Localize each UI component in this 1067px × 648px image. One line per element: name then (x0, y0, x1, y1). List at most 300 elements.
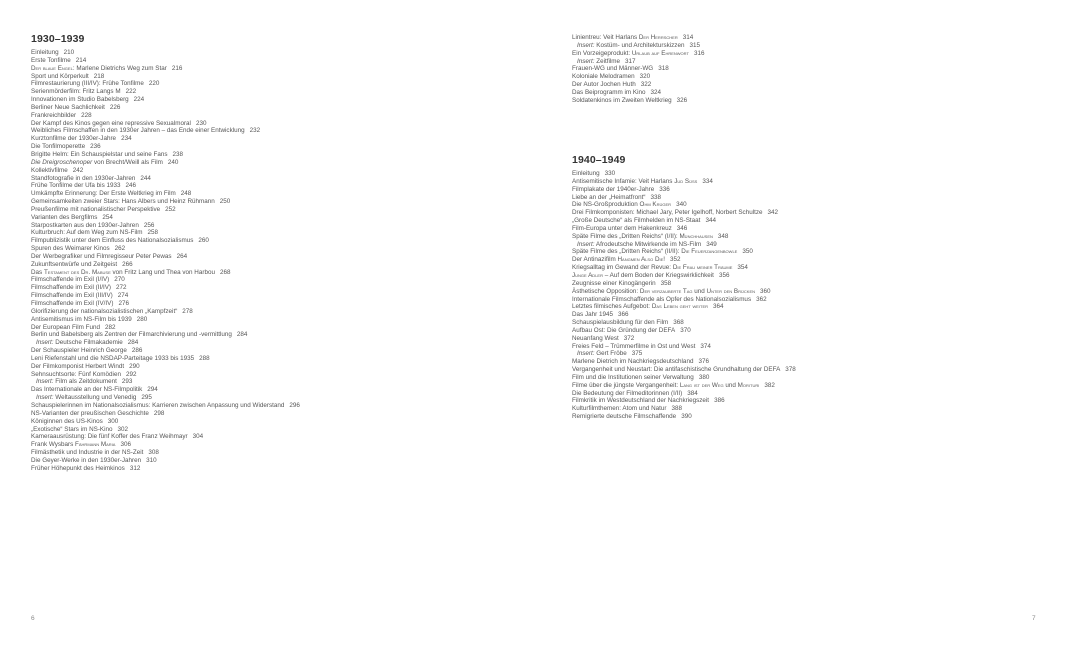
entry-text: Frauen-WG und Männer-WG (572, 65, 654, 73)
toc-entry (31, 426, 511, 434)
toc-continuation (572, 34, 1052, 105)
entry-text: Filme über die jüngste Vergangenheit: (572, 381, 680, 389)
toc-entry (572, 81, 1052, 89)
entry-page-number: 290 (129, 362, 140, 370)
toc-entry (31, 386, 511, 394)
entry-page-number: 298 (153, 409, 165, 417)
toc-insert-entry (572, 350, 1052, 358)
toc-entry (31, 120, 511, 128)
entry-text: Der Antinazifilm (572, 256, 618, 264)
entry-page-number: 296 (289, 401, 300, 409)
toc-entry-list (572, 170, 1052, 421)
entry-text: Spuren des Weimarer Kinos (31, 245, 110, 253)
entry-page-number: 230 (195, 119, 207, 127)
film-title: Der Herrscher (638, 34, 678, 41)
entry-page-number: 388 (671, 405, 683, 413)
toc-entry (572, 65, 1052, 73)
toc-entry-list (572, 34, 1052, 105)
entry-page-number: 226 (109, 103, 121, 111)
toc-entry (31, 269, 511, 277)
entry-text: Ästhetische Opposition: (572, 287, 640, 295)
entry-text: Filmrestaurierung (III/IV): Frühe Tonfilme (31, 80, 144, 88)
film-title: Jud Süß (674, 177, 698, 185)
entry-text: Varianten des Bergfilms (31, 213, 98, 221)
entry-page-number: 258 (147, 229, 159, 237)
entry-page-number: 246 (125, 182, 137, 190)
entry-page-number: 380 (698, 373, 710, 381)
entry-page-number: 308 (148, 449, 159, 457)
entry-text: Serienmörderfilm: Fritz Langs M (31, 88, 121, 96)
entry-text: Kurztonfilme der 1930er-Jahre (31, 135, 117, 143)
entry-page-number: 378 (785, 366, 796, 374)
entry-text: Früher Höhepunkt des Heimkinos (31, 464, 125, 472)
toc-entry (31, 167, 511, 175)
toc-entry (31, 206, 511, 214)
entry-text: : Marlene Dietrichs Weg zum Star (72, 64, 167, 72)
film-title: Der verzauberte Tag (639, 287, 693, 295)
entry-page-number: 349 (706, 240, 717, 248)
italic-text: Insert: (577, 240, 595, 248)
entry-page-number: 350 (742, 248, 753, 256)
entry-text: und (692, 287, 707, 295)
entry-text: Leni Riefenstahl und die NSDAP-Parteitage 1933 bis 1935 (31, 354, 195, 362)
entry-text: Innovationen im Studio Babelsberg (31, 96, 129, 104)
entry-page-number: 264 (176, 252, 188, 260)
entry-text: Letztes filmisches Aufgebot: (572, 303, 652, 311)
entry-page-number: 302 (117, 425, 129, 433)
toc-entry (31, 261, 511, 269)
entry-text: Schauspielerinnen im Nationalsozialismus: Karrieren zwischen Anpassung und Widerstand (31, 401, 285, 409)
entry-text: Die Tonfilmoperette (31, 143, 86, 151)
entry-page-number: 314 (682, 34, 694, 41)
entry-text: Internationale Filmschaffende als Opfer des Nationalsozialismus (572, 295, 752, 303)
entry-text: Kulturfilmthemen: Atom und Natur (572, 405, 667, 413)
entry-text: Liebe an der „Heimatfront“ (572, 193, 646, 201)
entry-page-number: 293 (121, 378, 133, 386)
entry-text: Glorifizierung der nationalsozialistischen „Kampfzeit“ (31, 307, 178, 315)
entry-text: Filmästhetik und Industrie in der NS-Zeit (31, 449, 144, 457)
toc-entry (31, 182, 511, 190)
toc-entry (31, 245, 511, 253)
toc-entry (31, 65, 511, 73)
toc-entry (31, 198, 511, 206)
film-title: Unter den Brücken (706, 287, 756, 295)
entry-text: Zukunftsentwürfe und Zeitgeist (31, 260, 118, 268)
entry-page-number: 368 (673, 319, 684, 327)
entry-text: Brigitte Helm: Ein Schauspielstar und seine Fans (31, 150, 168, 158)
entry-text: Kriegsalltag im Gewand der Revue: (572, 264, 673, 272)
entry-page-number: 262 (114, 245, 126, 253)
italic-text: Insert: (577, 57, 595, 65)
entry-text: Film-Europa unter dem Hakenkreuz (572, 224, 672, 232)
entry-page-number: 240 (167, 158, 179, 166)
toc-entry (31, 308, 511, 316)
entry-text: Zeugnisse einer Kinogängerin (572, 279, 656, 287)
entry-page-number: 238 (172, 150, 184, 158)
toc-entry (31, 135, 511, 143)
entry-page-number: 224 (133, 96, 145, 104)
toc-entry (31, 457, 511, 465)
toc-insert-entry (572, 241, 1052, 249)
entry-page-number: 300 (107, 417, 119, 425)
entry-text: Neuanfang West (572, 334, 619, 342)
entry-text: „Exotische“ Stars im NS-Kino (31, 425, 113, 433)
toc-section-1940-1949 (572, 153, 1052, 421)
italic-text: Insert: (577, 350, 595, 358)
toc-entry (31, 331, 511, 339)
entry-text: Koloniale Melodramen (572, 73, 635, 81)
entry-text: Sport und Körperkult (31, 72, 89, 80)
entry-text: Zeitfilme (594, 57, 621, 65)
italic-text: Insert: (36, 394, 54, 402)
entry-page-number: 222 (125, 88, 137, 96)
toc-entry (572, 178, 1052, 186)
entry-text: Standfotografie in den 1930er-Jahren (31, 174, 136, 182)
film-title: Junge Adler (572, 271, 603, 279)
entry-text: Der Filmkomponist Herbert Windt (31, 362, 125, 370)
toc-entry (572, 217, 1052, 225)
toc-entry (31, 316, 511, 324)
entry-text: Frank Wysbars (31, 441, 76, 449)
film-title: Testament des Dr. Mabuse (43, 268, 111, 276)
toc-entry (31, 112, 511, 120)
toc-entry (572, 311, 1052, 319)
entry-page-number: 256 (143, 221, 155, 229)
entry-page-number: 310 (146, 456, 157, 464)
entry-page-number: 260 (198, 237, 209, 245)
entry-text: Kollektivfilme (31, 166, 68, 174)
toc-insert-entry (31, 394, 511, 402)
entry-text: Der Werbegrafiker und Filmregisseur Peter Pewas (31, 252, 172, 260)
entry-page-number: 228 (81, 111, 92, 119)
entry-page-number: 318 (658, 65, 669, 73)
toc-entry (31, 175, 511, 183)
entry-page-number: 272 (116, 284, 127, 292)
entry-page-number: 324 (650, 88, 662, 96)
entry-text: Die Bedeutung der Filmeditorinnen (I/II) (572, 389, 683, 397)
toc-entry (572, 296, 1052, 304)
film-title: Die Frau meiner Träume (672, 264, 733, 272)
italic-text: Insert: (36, 378, 54, 386)
toc-entry (572, 97, 1052, 105)
entry-page-number: 338 (650, 193, 662, 201)
entry-page-number: 266 (122, 260, 133, 268)
toc-insert-entry (572, 58, 1052, 66)
entry-text: Antisemitismus im NS-Film bis 1939 (31, 315, 132, 323)
entry-text: Der European Film Fund (31, 323, 100, 331)
entry-page-number: 344 (705, 217, 716, 225)
toc-entry-list (31, 49, 511, 473)
toc-entry (572, 89, 1052, 97)
entry-page-number: 284 (236, 331, 248, 339)
entry-text: Filmschaffende im Exil (II/IV) (31, 284, 112, 292)
toc-entry (572, 390, 1052, 398)
toc-entry (31, 190, 511, 198)
entry-page-number: 342 (767, 209, 779, 217)
toc-entry (572, 34, 1052, 42)
entry-page-number: 352 (670, 256, 681, 264)
film-title: Morituri (737, 381, 760, 389)
toc-entry (572, 256, 1052, 264)
entry-page-number: 346 (676, 224, 688, 232)
entry-text: Film und die Institutionen seiner Verwaltung (572, 373, 694, 381)
toc-entry (31, 363, 511, 371)
entry-text: Das Internationale an der NS-Filmpolitik (31, 386, 143, 394)
toc-entry (572, 248, 1052, 256)
entry-text: und (723, 381, 738, 389)
entry-text: Weibliches Filmschaffen in den 1930er Jahren – das Ende einer Entwicklung (31, 127, 245, 135)
entry-page-number: 268 (219, 268, 231, 276)
entry-page-number: 248 (180, 190, 192, 198)
toc-entry (31, 402, 511, 410)
entry-page-number: 236 (90, 143, 101, 151)
toc-entry (31, 371, 511, 379)
entry-text: Einleitung (572, 170, 600, 177)
toc-entry (572, 327, 1052, 335)
entry-text: Gert Fröbe (594, 350, 627, 358)
entry-text: Drei Filmkomponisten: Michael Jary, Peter Igelhoff, Norbert Schultze (572, 209, 763, 217)
toc-entry (572, 201, 1052, 209)
entry-text: von Brecht/Weill als Film (92, 158, 163, 166)
toc-entry (31, 276, 511, 284)
entry-page-number: 336 (659, 185, 670, 193)
entry-text: Kulturbruch: Auf dem Weg zum NS-Film (31, 229, 143, 237)
entry-page-number: 252 (165, 205, 176, 213)
toc-entry (31, 237, 511, 245)
entry-page-number: 210 (63, 49, 75, 56)
entry-page-number: 384 (687, 389, 698, 397)
entry-page-number: 374 (700, 342, 711, 350)
entry-page-number: 312 (129, 464, 141, 472)
toc-entry (572, 382, 1052, 390)
toc-entry (31, 127, 511, 135)
entry-text: Der Kampf des Kinos gegen eine repressive Sexualmoral (31, 119, 191, 127)
italic-text: Insert: (36, 339, 54, 347)
entry-text: Vergangenheit und Neustart: Die antifaschistische Grundhaltung der DEFA (572, 366, 781, 374)
entry-page-number: 304 (192, 433, 204, 441)
entry-page-number: 372 (623, 334, 635, 342)
toc-entry (31, 88, 511, 96)
toc-entry (31, 284, 511, 292)
entry-text: Späte Filme des „Dritten Reichs“ (I/II): (572, 232, 680, 240)
toc-entry (31, 96, 511, 104)
toc-entry (31, 324, 511, 332)
entry-text: Remigrierte deutsche Filmschaffende (572, 413, 677, 421)
toc-entry (31, 151, 511, 159)
entry-page-number: 340 (676, 201, 687, 209)
toc-entry (31, 292, 511, 300)
entry-text: Filmschaffende im Exil (IV/IV) (31, 300, 114, 307)
toc-entry (572, 303, 1052, 311)
entry-text: Preußenfilme mit nationalistischer Perspektive (31, 205, 161, 213)
film-title: Urlaub auf Ehrenwort (631, 49, 689, 57)
entry-page-number: 320 (639, 73, 651, 81)
toc-insert-entry (572, 42, 1052, 50)
entry-page-number: 382 (764, 381, 775, 389)
entry-text: Filmplakate der 1940er-Jahre (572, 185, 655, 193)
italic-text: Die Dreigroschenoper (31, 158, 93, 166)
entry-text: Kameraausrüstung: Die fünf Koffer des Franz Weihmayr (31, 433, 188, 441)
entry-text: Berliner Neue Sachlichkeit (31, 103, 105, 111)
toc-entry (31, 73, 511, 81)
entry-text: Kostüm- und Architekturskizzen (594, 41, 685, 49)
entry-page-number: 356 (718, 271, 730, 279)
entry-text: Das Beiprogramm im Kino (572, 88, 646, 96)
entry-text: Das Jahr 1945 (572, 311, 613, 319)
entry-page-number: 375 (631, 350, 643, 358)
film-title: Hangmen Also Die! (617, 256, 666, 264)
entry-page-number: 358 (660, 279, 672, 287)
entry-page-number: 354 (737, 264, 748, 272)
entry-text: Gemeinsamkeiten zweier Stars: Hans Albers und Heinz Rühmann (31, 198, 215, 206)
toc-entry (31, 347, 511, 355)
entry-text: – Auf dem Boden der Kriegswirklichkeit (602, 271, 714, 279)
toc-entry (572, 73, 1052, 81)
italic-text: Insert: (577, 41, 595, 49)
toc-entry (31, 441, 511, 449)
entry-page-number: 317 (625, 57, 636, 65)
toc-entry (31, 449, 511, 457)
film-title: Fährmann Maria (75, 441, 116, 449)
entry-page-number: 282 (104, 323, 116, 331)
entry-page-number: 362 (756, 295, 767, 303)
entry-text: Freies Feld – Trümmerfilme in Ost und West (572, 342, 696, 350)
entry-page-number: 294 (147, 386, 158, 394)
film-title: Das Leben geht weiter (651, 303, 709, 311)
entry-text: Weltausstellung und Venedig (53, 394, 137, 402)
entry-text: Der Autor Jochen Huth (572, 81, 636, 89)
toc-entry (31, 80, 511, 88)
entry-text: Berlin und Babelsberg als Zentren der Filmarchivierung und -vermittlung (31, 331, 232, 339)
toc-entry (31, 222, 511, 230)
entry-page-number: 348 (717, 232, 729, 240)
entry-text: Filmkritik im Westdeutschland der Nachkriegszeit (572, 397, 710, 405)
toc-entry (31, 300, 511, 308)
entry-page-number: 315 (689, 41, 700, 49)
entry-text: Frankreichbilder (31, 111, 77, 119)
entry-text: Filmschaffende im Exil (I/IV) (31, 276, 110, 284)
entry-page-number: 278 (182, 307, 193, 315)
toc-entry (31, 253, 511, 261)
toc-entry (572, 272, 1052, 280)
toc-entry (31, 49, 511, 57)
entry-text: Die Geyer-Werke in den 1930er-Jahren (31, 456, 142, 464)
entry-text: Ein Vorzeigeprodukt: (572, 49, 632, 57)
entry-page-number: 376 (698, 358, 709, 366)
toc-entry (31, 410, 511, 418)
toc-entry (31, 229, 511, 237)
toc-entry (572, 335, 1052, 343)
toc-entry (572, 233, 1052, 241)
entry-page-number: 360 (760, 287, 771, 295)
entry-text: Marlene Dietrich im Nachkriegsdeutschland (572, 358, 694, 366)
toc-entry (572, 288, 1052, 296)
entry-text: Soldatenkinos im Zweiten Weltkrieg (572, 96, 672, 104)
entry-text: von Fritz Lang und Thea von Harbou (110, 268, 215, 276)
entry-text: Der Schauspieler Heinrich George (31, 347, 127, 355)
toc-entry (572, 319, 1052, 327)
entry-text: Deutsche Filmakademie (53, 339, 123, 347)
entry-page-number: 295 (141, 394, 152, 402)
toc-entry (572, 50, 1052, 58)
entry-text: Frühe Tonfilme der Ufa bis 1933 (31, 182, 121, 190)
entry-text: „Große Deutsche“ als Filmhelden im NS-Staat (572, 217, 701, 225)
entry-page-number: 284 (127, 339, 139, 347)
toc-entry (31, 214, 511, 222)
entry-page-number: 292 (125, 370, 137, 378)
toc-entry (31, 418, 511, 426)
toc-entry (31, 465, 511, 473)
toc-entry (572, 413, 1052, 421)
entry-text: Aufbau Ost: Die Gründung der DEFA (572, 326, 676, 334)
entry-page-number: 218 (93, 72, 105, 80)
entry-page-number: 370 (680, 326, 691, 334)
entry-text: Königinnen des US-Kinos (31, 417, 103, 425)
section-heading: 1940–1949 (572, 154, 626, 166)
toc-entry (31, 433, 511, 441)
entry-text: Linientreu: Veit Harlans (572, 34, 639, 41)
film-title: Münchhausen (679, 232, 713, 240)
entry-page-number: 216 (171, 64, 183, 72)
entry-text: Schauspielausbildung für den Film (572, 319, 669, 327)
entry-page-number: 288 (199, 354, 210, 362)
toc-entry (31, 355, 511, 363)
entry-page-number: 276 (118, 300, 129, 307)
toc-entry (31, 104, 511, 112)
toc-entry (572, 170, 1052, 178)
entry-text: Erste Tonfilme (31, 56, 71, 64)
entry-text: Starpostkarten aus den 1930er-Jahren (31, 221, 139, 229)
film-title: Die Feuerzangenbowle (681, 248, 738, 256)
entry-text: Afrodeutsche Mitwirkende im NS-Film (594, 240, 702, 248)
toc-entry (572, 225, 1052, 233)
film-title: Der blaue Engel (31, 64, 73, 72)
entry-page-number: 214 (75, 56, 87, 64)
film-title: Lang ist der Weg (679, 381, 724, 389)
entry-page-number: 386 (714, 397, 725, 405)
toc-entry (572, 186, 1052, 194)
entry-text: Filmschaffende im Exil (III/IV) (31, 292, 113, 300)
toc-insert-entry (31, 378, 511, 386)
entry-page-number: 316 (693, 49, 705, 57)
entry-page-number: 270 (114, 276, 125, 284)
toc-entry (572, 374, 1052, 382)
film-title: Ohm Krüger (639, 201, 672, 209)
entry-text: Filmpublizistik unter dem Einfluss des Nationalsozialismus (31, 237, 194, 245)
entry-page-number: 220 (148, 80, 160, 88)
toc-entry (572, 405, 1052, 413)
toc-entry (572, 209, 1052, 217)
entry-page-number: 330 (604, 170, 616, 177)
entry-page-number: 232 (249, 127, 261, 135)
entry-text: Einleitung (31, 49, 59, 56)
toc-entry (572, 366, 1052, 374)
entry-page-number: 254 (102, 213, 113, 221)
toc-entry (31, 159, 511, 167)
toc-entry (31, 57, 511, 65)
entry-text: Die NS-Großproduktion (572, 201, 640, 209)
entry-page-number: 306 (120, 441, 131, 449)
entry-text: Film als Zeitdokument (53, 378, 117, 386)
toc-entry (31, 143, 511, 151)
toc-entry (572, 343, 1052, 351)
entry-text: Sehnsuchtsorte: Fünf Komödien (31, 370, 121, 378)
page-number: 6 (31, 615, 35, 622)
entry-page-number: 244 (140, 174, 151, 182)
toc-section-1930-1939 (31, 32, 511, 473)
entry-page-number: 326 (676, 96, 688, 104)
entry-text: NS-Varianten der preußischen Geschichte (31, 409, 149, 417)
